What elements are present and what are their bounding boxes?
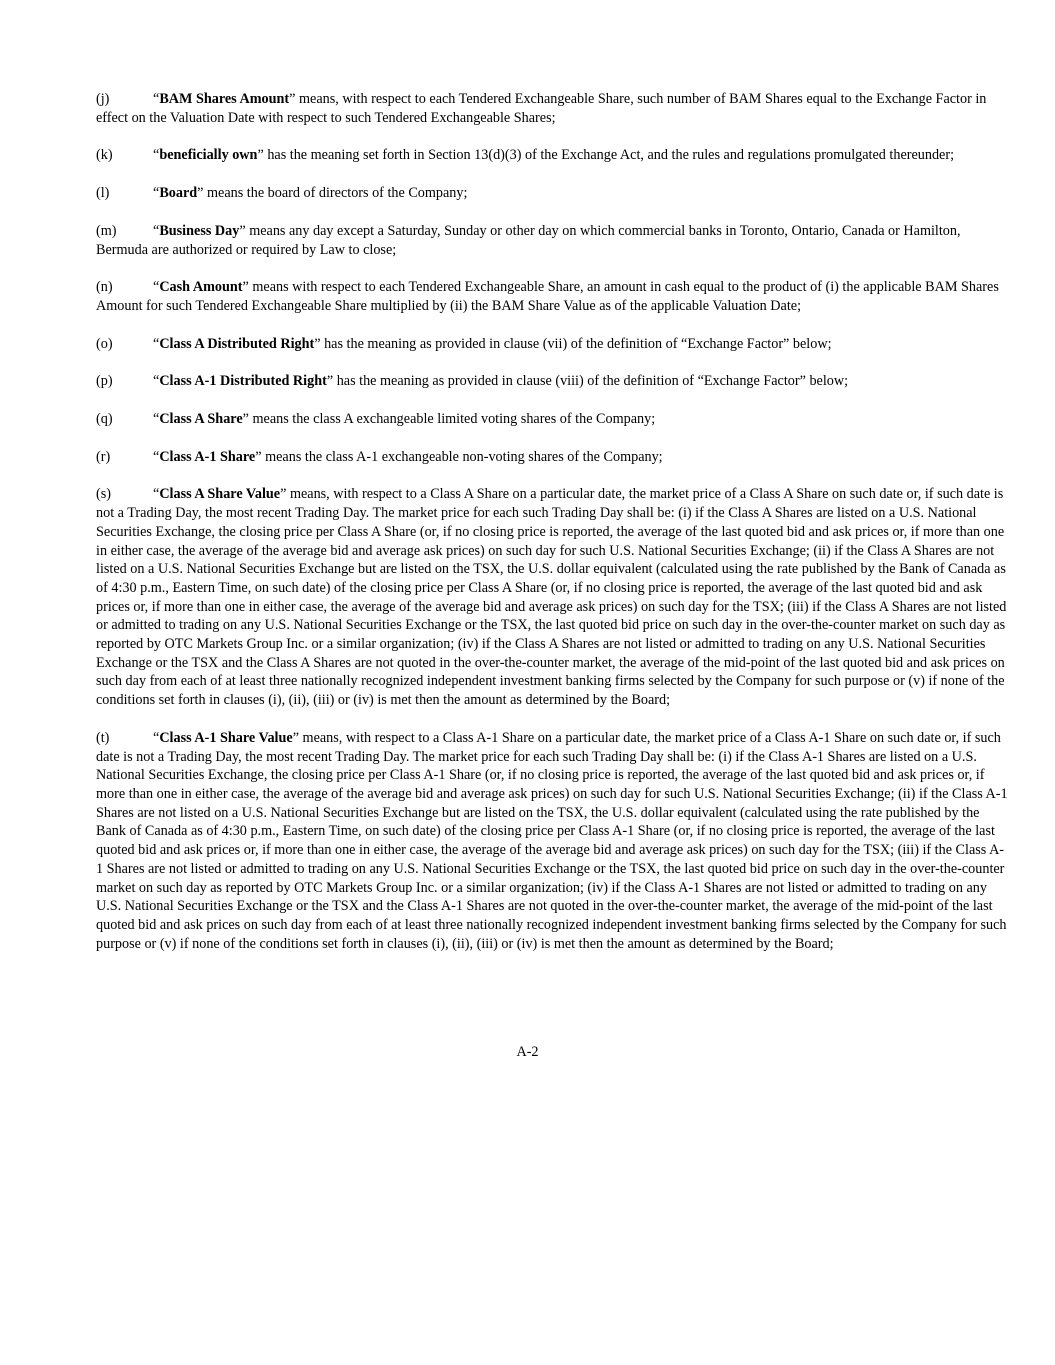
document-page [96,90,1010,972]
definition-text: means the class A-1 exchangeable non-voting shares of the Company; [261,448,663,465]
definition-item: (k) “beneficially own” has the meaning set forth in Section 13(d)(3) of the Exchange Act, and the rules and regulations promulgated thereunder; [96,147,955,164]
definition-number: (r) [96,448,111,465]
definition-item: (o) “Class A Distributed Right” has the meaning as provided in clause (vii) of the definition of “Exchange Factor” below; [96,335,832,352]
definition-term: Class A Share [159,411,243,428]
definition-item: (l) “Board” means the board of directors of the Company; [96,185,468,202]
definition-item: (s) “Class A Share Value” means, with respect to a Class A Share on a particular date, the market price of a Class A Share on such date or, if such date is not a Trading Day, the most recent Trading Day. The market price for each such Trading Day shall be: (i) if the Class A Shares are listed on a U.S. National Securities Exchange, the closing price per Class A Share (or, if no closing price is reported, the average of the last quoted bid and ask prices or, if more than one in either case, the average of the average bid and average ask prices) on such day for such U.S. National Securities Exchange; (ii) if the Class A Shares are not listed on a U.S. National Securities Exchange but are listed on the TSX, the U.S. dollar equivalent (calculated using the rate published by the Bank of Canada as of 4:30 p.m., Eastern Time, on such date) of the closing price per Class A Share (or, if no closing price is reported, the average of the last quoted bid and ask prices or, if more than one in either case, the average of the average bid and average ask prices) on such day for the TSX; (iii) if the Class A Shares are not listed or admitted to trading on any U.S. National Securities Exchange or the TSX, the last quoted bid price on such day in the over-the-counter market on such day as reported by OTC Markets Group Inc. or a similar organization; (iv) if the Class A Shares are not listed or admitted to trading on any U.S. National Securities Exchange or the TSX and the Class A Shares are not quoted in the over-the-counter market, the average of the mid-point of the last quoted bid and ask prices on such day from each of at least three nationally recognized independent investment banking firms selected by the Company for such purpose or (v) if none of the conditions set forth in clauses (i), (ii), (iii) or (iv) is met then the amount as determined by the Board; [96,486,1007,709]
definition-number: (k) [96,147,113,164]
definition-term: beneficially own [159,147,258,164]
definition-text: means, with respect to each Tendered Exchangeable Share, such number of BAM Shares equal to the Exchange Factor in effect on the Valuation Date with respect to such Tendered Exchangeable Shares; [96,91,987,126]
definition-text: has the meaning set forth in Section 13(d)(3) of the Exchange Act, and the rules and regulations promulgated thereunder; [263,147,955,164]
definition-text: means with respect to each Tendered Exchangeable Share, an amount in cash equal to the product of (i) the applicable BAM Shares Amount for such Tendered Exchangeable Share multiplied by (ii) the BAM Share Value as of the applicable Valuation Date; [96,279,999,314]
definition-number: (m) [96,222,117,239]
definition-text: means, with respect to a Class A-1 Share on a particular date, the market price of a Class A-1 Share on such date or, if such date is not a Trading Day, the most recent Trading Day. The market price for each such Trading Day shall be: (i) if the Class A-1 Shares are listed on a U.S. National Securities Exchange, the closing price per Class A-1 Share (or, if no closing price is reported, the average of the last quoted bid and ask prices or, if more than one in either case, the average of the average bid and average ask prices) on such day for such U.S. National Securities Exchange; (ii) if the Class A-1 Shares are not listed on a U.S. National Securities Exchange but are listed on the TSX, the U.S. dollar equivalent (calculated using the rate published by the Bank of Canada as of 4:30 p.m., Eastern Time, on such date) of the closing price per Class A-1 Share (or, if no closing price is reported, the average of the last quoted bid and ask prices or, if more than one in either case, the average of the average bid and average ask prices) on such day for the TSX; (iii) if the Class A-1 Shares are not listed or admitted to trading on any U.S. National Securities Exchange or the TSX, the last quoted bid price on such day in the over-the-counter market on such day as reported by OTC Markets Group Inc. or a similar organization; (iv) if the Class A-1 Shares are not listed or admitted to trading on any U.S. National Securities Exchange or the TSX and the Class A-1 Shares are not quoted in the over-the-counter market, the average of the mid-point of the last quoted bid and ask prices on such day from each of at least three nationally recognized independent investment banking firms selected by the Company for such purpose or (v) if none of the conditions set forth in clauses (i), (ii), (iii) or (iv) is met then the amount as determined by the Board; [96,729,1008,952]
definition-number: (p) [96,373,113,390]
definition-item: (p) “Class A-1 Distributed Right” has the meaning as provided in clause (viii) of the definition of “Exchange Factor” below; [96,373,849,390]
definition-number: (q) [96,411,113,428]
definition-item: (t) “Class A-1 Share Value” means, with respect to a Class A-1 Share on a particular date, the market price of a Class A-1 Share on such date or, if such date is not a Trading Day, the most recent Trading Day. The market price for each such Trading Day shall be: (i) if the Class A-1 Shares are listed on a U.S. National Securities Exchange, the closing price per Class A-1 Share (or, if no closing price is reported, the average of the last quoted bid and ask prices or, if more than one in either case, the average of the average bid and average ask prices) on such day for such U.S. National Securities Exchange; (ii) if the Class A-1 Shares are not listed on a U.S. National Securities Exchange but are listed on the TSX, the U.S. dollar equivalent (calculated using the rate published by the Bank of Canada as of 4:30 p.m., Eastern Time, on such date) of the closing price per Class A-1 Share (or, if no closing price is reported, the average of the last quoted bid and ask prices or, if more than one in either case, the average of the average bid and average ask prices) on such day for the TSX; (iii) if the Class A-1 Shares are not listed or admitted to trading on any U.S. National Securities Exchange or the TSX, the last quoted bid price on such day in the over-the-counter market on such day as reported by OTC Markets Group Inc. or a similar organization; (iv) if the Class A-1 Shares are not listed or admitted to trading on any U.S. National Securities Exchange or the TSX and the Class A-1 Shares are not quoted in the over-the-counter market, the average of the mid-point of the last quoted bid and ask prices on such day from each of at least three nationally recognized independent investment banking firms selected by the Company for such purpose or (v) if none of the conditions set forth in clauses (i), (ii), (iii) or (iv) is met then the amount as determined by the Board; [96,729,1008,952]
page-number: A-2 [516,1044,539,1060]
definition-text: means the class A exchangeable limited voting shares of the Company; [248,411,656,428]
definition-item: (q) “Class A Share” means the class A exchangeable limited voting shares of the Company; [96,411,656,428]
definition-number: (j) [96,91,110,107]
definition-term: Business Day [159,222,240,239]
definition-number: (o) [96,335,113,352]
definition-number: (t) [96,729,110,746]
definition-item: (r) “Class A-1 Share” means the class A-1 exchangeable non-voting shares of the Company; [96,448,663,465]
definition-term: Cash Amount [159,279,243,296]
definition-term: Board [159,185,198,202]
definition-term: Class A-1 Share Value [159,729,293,746]
definition-number: (s) [96,486,111,503]
definition-term: Class A Distributed Right [159,335,315,352]
definition-number: (l) [96,185,110,202]
definition-text: means, with respect to a Class A Share on a particular date, the market price of a Class A Share on such date or, if such date is not a Trading Day, the most recent Trading Day. The market price for each such Trading Day shall be: (i) if the Class A Shares are listed on a U.S. National Securities Exchange, the closing price per Class A Share (or, if no closing price is reported, the average of the last quoted bid and ask prices or, if more than one in either case, the average of the average bid and average ask prices) on such day for such U.S. National Securities Exchange; (ii) if the Class A Shares are not listed on a U.S. National Securities Exchange but are listed on the TSX, the U.S. dollar equivalent (calculated using the rate published by the Bank of Canada as of 4:30 p.m., Eastern Time, on such date) of the closing price per Class A Share (or, if no closing price is reported, the average of the last quoted bid and ask prices or, if more than one in either case, the average of the average bid and average ask prices) on such day for the TSX; (iii) if the Class A Shares are not listed or admitted to trading on any U.S. National Securities Exchange or the TSX, the last quoted bid price on such day in the over-the-counter market on such day as reported by OTC Markets Group Inc. or a similar organization; (iv) if the Class A Shares are not listed or admitted to trading on any U.S. National Securities Exchange or the TSX and the Class A Shares are not quoted in the over-the-counter market, the average of the mid-point of the last quoted bid and ask prices on such day from each of at least three nationally recognized independent investment banking firms selected by the Company for such purpose or (v) if none of the conditions set forth in clauses (i), (ii), (iii) or (iv) is met then the amount as determined by the Board; [96,486,1007,709]
definition-text: means the board of directors of the Company; [203,185,468,202]
definition-number: (n) [96,279,113,296]
definition-text: has the meaning as provided in clause (vii) of the definition of “Exchange Factor” below; [320,335,832,352]
definition-item: (n) “Cash Amount” means with respect to each Tendered Exchangeable Share, an amount in cash equal to the product of (i) the applicable BAM Shares Amount for such Tendered Exchangeable Share multiplied by (ii) the BAM Share Value as of the applicable Valuation Date; [96,279,999,314]
definition-item: (m) “Business Day” means any day except a Saturday, Sunday or other day on which commercial banks in Toronto, Ontario, Canada or Hamilton, Bermuda are authorized or required by Law to close; [96,222,961,258]
definition-term: Class A-1 Share [159,448,256,465]
definition-term: Class A Share Value [159,486,281,503]
definition-text: has the meaning as provided in clause (viii) of the definition of “Exchange Factor” below; [333,373,849,390]
definition-text: means any day except a Saturday, Sunday or other day on which commercial banks in Toronto, Ontario, Canada or Hamilton, Bermuda are authorized or required by Law to close; [96,222,961,258]
definition-term: BAM Shares Amount [159,91,290,107]
definition-term: Class A-1 Distributed Right [159,373,327,390]
definition-item: (j) “BAM Shares Amount” means, with respect to each Tendered Exchangeable Share, such number of BAM Shares equal to the Exchange Factor in effect on the Valuation Date with respect to such Tendered Exchangeable Shares; [96,91,987,126]
